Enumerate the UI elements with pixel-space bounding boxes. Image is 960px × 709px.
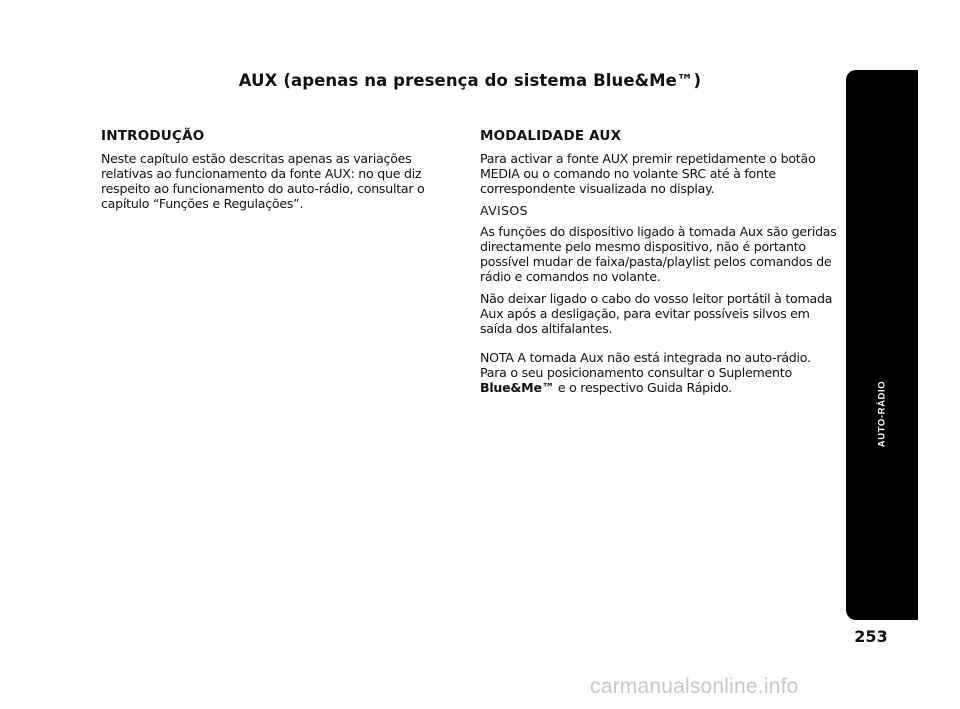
nota-text: NOTA A tomada Aux não está integrada no auto-rádio. Para o seu posicionamento consultar o Suplemento <box>480 350 811 380</box>
avisos-label: AVISOS <box>480 203 528 218</box>
section-heading-modalidade-aux: MODALIDADE AUX <box>480 128 622 144</box>
intro-paragraph: Neste capítulo estão descritas apenas as variações relativas ao funcionamento da fonte AUX: no que diz respeito ao funcionamento do auto-rádio, consultar o capítulo “Funções e Regulações”. <box>101 151 425 211</box>
right-column <box>480 128 840 402</box>
avisos-paragraph-2: Não deixar ligado o cabo do vosso leitor portátil à tomada Aux após a desligação, para evitar possíveis silvos em saída dos altifalantes. <box>480 291 833 336</box>
nota-end-text: e o respectivo Guida Rápido. <box>557 380 732 395</box>
nota-paragraph <box>480 350 840 395</box>
page-title: AUX (apenas na presença do sistema Blue&Me™) <box>238 71 702 90</box>
left-column <box>101 128 446 218</box>
page-number: 253 <box>854 627 888 646</box>
section-side-tab <box>846 70 918 620</box>
nota-bold-brand: Blue&Me™ <box>480 380 555 395</box>
aux-activation-paragraph: Para activar a fonte AUX premir repetidamente o botão MEDIA ou o comando no volante SRC até à fonte correspondente visualizada no display. <box>480 151 816 196</box>
section-heading-introducao: INTRODUÇÃO <box>101 128 205 144</box>
avisos-paragraph-1: As funções do dispositivo ligado à tomada Aux são geridas directamente pelo mesmo dispositivo, não é portanto possível mudar de faixa/pasta/playlist pelos comandos de rádio e comandos no volante. <box>480 224 837 284</box>
section-side-tab-label: AUTO-RÁDIO <box>876 380 888 448</box>
watermark: carmanualsonline.info <box>590 675 799 698</box>
